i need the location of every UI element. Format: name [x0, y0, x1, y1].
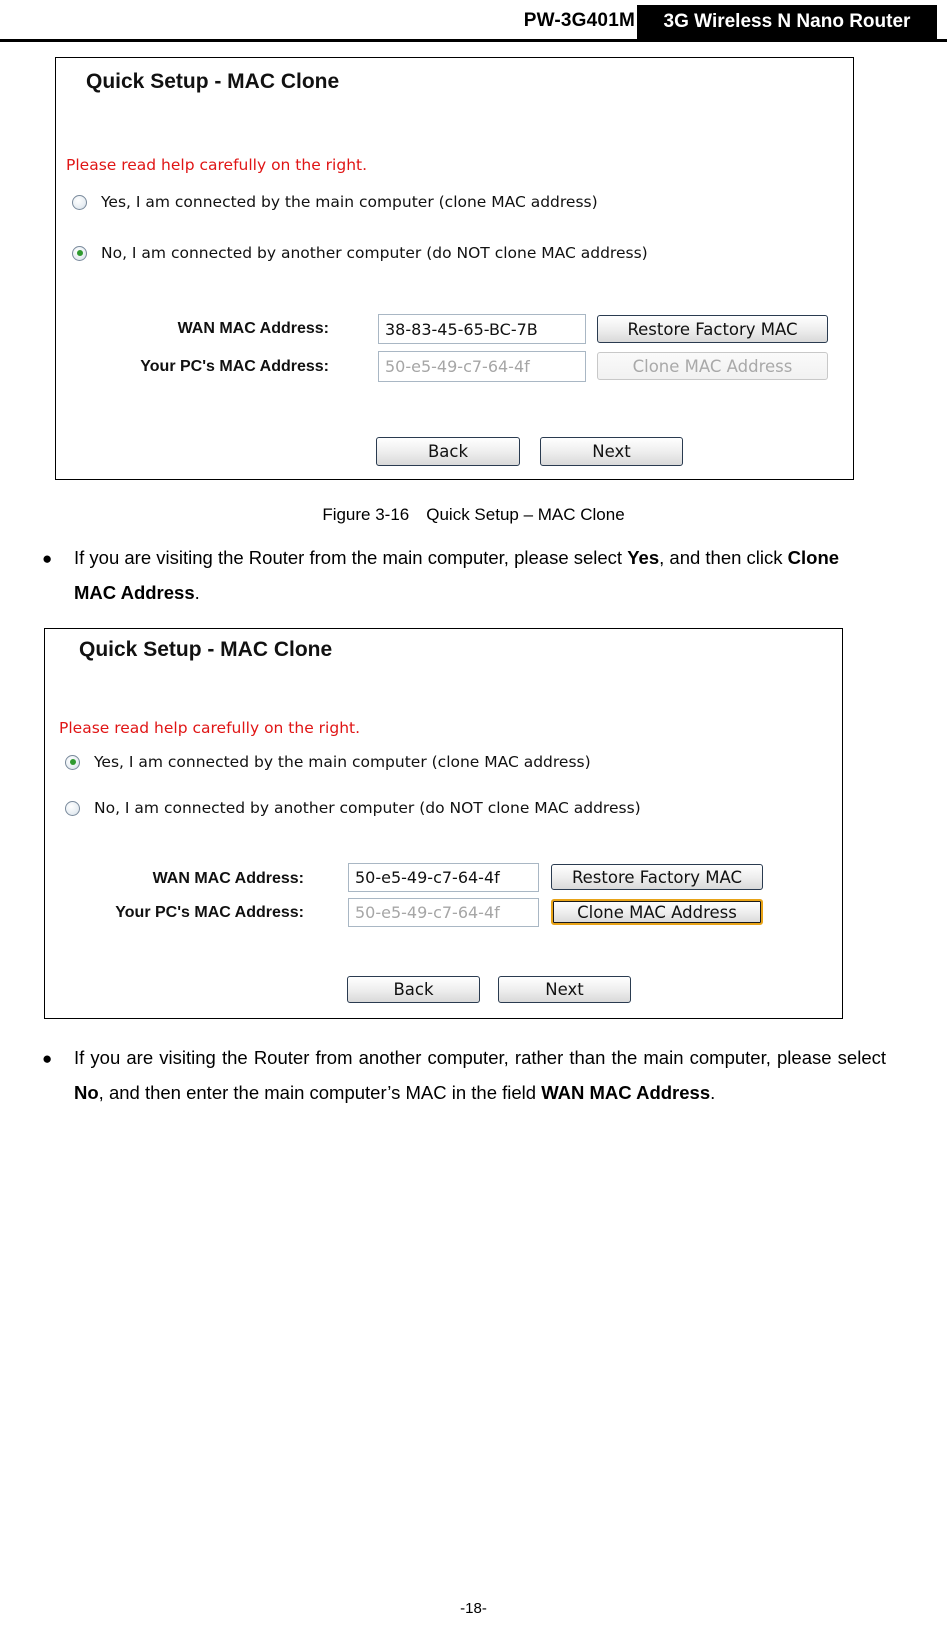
header-product: 3G Wireless N Nano Router — [637, 5, 937, 39]
option-no-label: No, I am connected by another computer (do NOT clone MAC address) — [101, 244, 648, 262]
figure-mac-clone-no — [55, 57, 854, 480]
paragraph-2-text: If you are visiting the Router from another computer, rather than the main computer, please select — [74, 1047, 886, 1068]
figure-mac-clone-yes — [44, 628, 843, 1019]
paragraph-1-bold-clone: Clone MAC Address — [74, 547, 840, 603]
restore-factory-mac-button[interactable]: Restore Factory MAC — [597, 315, 828, 343]
wan-mac-label: WAN MAC Address: — [177, 320, 329, 337]
paragraph-1-text: If you are visiting the Router from the main computer, please select — [74, 547, 628, 568]
bullet-2: ● — [42, 1049, 53, 1068]
clone-mac-button[interactable]: Clone MAC Address — [551, 899, 763, 925]
option-no-label: No, I am connected by another computer (do NOT clone MAC address) — [94, 799, 641, 817]
back-button[interactable]: Back — [347, 976, 480, 1003]
paragraph-2-text-mid: , and then enter the main computer’s MAC in the field — [98, 1082, 542, 1103]
back-button[interactable]: Back — [376, 437, 520, 466]
help-text: Please read help carefully on the right. — [66, 156, 368, 174]
restore-factory-mac-button[interactable]: Restore Factory MAC — [551, 864, 763, 890]
header-rule — [0, 39, 947, 42]
paragraph-2-bold-no: No — [74, 1082, 99, 1103]
next-button[interactable]: Next — [540, 437, 683, 466]
paragraph-2-text-end: . — [710, 1082, 716, 1103]
paragraph-1-text-mid: , and then click — [659, 547, 788, 568]
header-model: PW-3G401M — [523, 10, 635, 31]
paragraph-1-bold-yes: Yes — [627, 547, 660, 568]
radio-no[interactable] — [65, 801, 80, 816]
clone-mac-button: Clone MAC Address — [597, 352, 828, 380]
wan-mac-input[interactable]: 38-83-45-65-BC-7B — [378, 314, 586, 344]
option-yes-label: Yes, I am connected by the main computer (clone MAC address) — [101, 193, 598, 211]
pc-mac-label: Your PC's MAC Address: — [140, 358, 329, 375]
option-no[interactable] — [65, 799, 641, 817]
pc-mac-input: 50-e5-49-c7-64-4f — [378, 351, 586, 382]
pc-mac-input: 50-e5-49-c7-64-4f — [348, 898, 539, 927]
page-header — [0, 0, 947, 42]
paragraph-2-bold-wan: WAN MAC Address — [541, 1082, 711, 1103]
option-yes[interactable] — [72, 193, 598, 211]
panel-title: Quick Setup - MAC Clone — [86, 70, 340, 93]
paragraph-2 — [74, 1040, 886, 1110]
wan-mac-label: WAN MAC Address: — [152, 870, 304, 887]
wan-mac-input[interactable]: 50-e5-49-c7-64-4f — [348, 863, 539, 892]
paragraph-1 — [74, 540, 886, 610]
pc-mac-label: Your PC's MAC Address: — [115, 904, 304, 921]
figure-caption: Figure 3-16 Quick Setup – MAC Clone — [322, 505, 625, 524]
option-no[interactable] — [72, 244, 648, 262]
radio-yes[interactable] — [72, 195, 87, 210]
radio-yes[interactable] — [65, 755, 80, 770]
radio-no[interactable] — [72, 246, 87, 261]
option-yes-label: Yes, I am connected by the main computer (clone MAC address) — [94, 753, 591, 771]
option-yes[interactable] — [65, 753, 591, 771]
paragraph-1-text-end: . — [194, 582, 200, 603]
panel-title: Quick Setup - MAC Clone — [79, 638, 333, 661]
help-text: Please read help carefully on the right. — [59, 719, 361, 737]
next-button[interactable]: Next — [498, 976, 631, 1003]
page-number: -18- — [460, 1600, 487, 1617]
bullet-1: ● — [42, 549, 53, 568]
